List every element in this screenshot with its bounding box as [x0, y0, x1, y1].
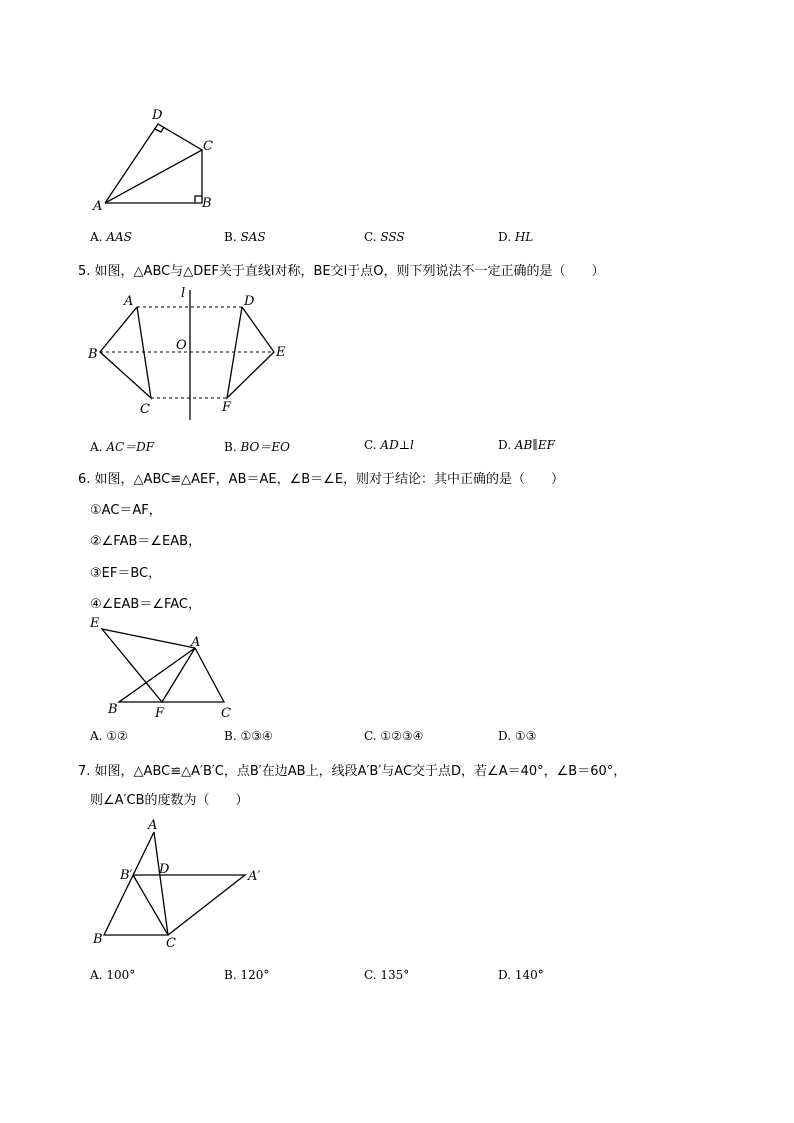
question-number: 6. [78, 472, 91, 487]
question-text: 如图，△ABC≌△A′B′C，点B′在边AB上，线段A′B′与AC交于点D，若∠A＝40°，∠B＝60°， [94, 764, 627, 779]
option-text: 140° [514, 968, 544, 982]
q4-option-c[interactable] [364, 230, 405, 244]
q7-label-A-prime: A′ [248, 869, 261, 884]
option-text: BO＝EO [240, 440, 290, 454]
q7-triangle-A'B'C [133, 875, 245, 935]
option-text: ①②③④ [380, 729, 424, 743]
q6-conclusion-3: ③EF＝BC， [90, 566, 162, 581]
option-text: SSS [380, 230, 405, 244]
option-text: HL [514, 230, 534, 244]
q7-option-b[interactable] [224, 968, 269, 982]
option-text: AAS [106, 230, 132, 244]
q4-label-D: D [152, 108, 163, 123]
q6-conclusion-4: ④∠EAB＝∠FAC， [90, 597, 202, 612]
q7-option-d[interactable] [498, 968, 544, 982]
q5-label-E: E [276, 345, 286, 360]
option-letter: B. [224, 230, 237, 244]
q4-right-angle-B [195, 196, 202, 203]
q4-right-angle-D [155, 127, 164, 132]
q6-option-c[interactable] [364, 729, 423, 743]
q5-figure [0, 280, 794, 430]
option-text: ①② [106, 729, 128, 743]
q6-triangle-AEF [102, 629, 195, 702]
option-text: 100° [106, 968, 136, 982]
option-text: ①③④ [240, 729, 273, 743]
q7-label-A: A [148, 818, 158, 833]
q5-label-A: A [124, 294, 134, 309]
q4-figure [0, 0, 794, 230]
q5-stem [78, 260, 605, 279]
option-letter: A. [90, 230, 103, 244]
q6-conclusion-1: ①AC＝AF， [90, 503, 162, 518]
option-text: ①③ [514, 729, 537, 743]
option-letter: A. [90, 440, 103, 454]
q4-label-C: C [203, 139, 213, 154]
q6-option-b[interactable] [224, 729, 273, 743]
q6-label-E: E [90, 616, 100, 631]
q5-option-a[interactable] [90, 438, 154, 455]
q5-option-b[interactable] [224, 438, 290, 455]
q6-option-d[interactable] [498, 729, 536, 743]
q4-option-a[interactable] [90, 230, 132, 244]
q6-label-B: B [108, 702, 118, 717]
q5-label-F: F [222, 400, 232, 415]
q6-stem [78, 468, 564, 487]
q6-figure [0, 610, 794, 730]
q5-label-C: C [140, 402, 150, 417]
option-text: AB∥EF [514, 438, 555, 452]
q5-option-c[interactable] [364, 438, 414, 452]
q4-label-A: A [93, 199, 103, 214]
option-letter: D. [498, 968, 512, 982]
q4-option-d[interactable] [498, 230, 533, 244]
option-text: 135° [380, 968, 410, 982]
q5-option-d[interactable] [498, 438, 555, 452]
q4-triangle-ADC [105, 124, 202, 203]
q6-triangle-ABC [119, 648, 224, 702]
option-letter: C. [364, 230, 377, 244]
q6-conclusion-2: ②∠FAB＝∠EAB， [90, 534, 202, 549]
q4-option-b[interactable] [224, 230, 266, 244]
q5-label-l: l [181, 286, 186, 301]
q7-figure [0, 815, 794, 955]
option-text: SAS [240, 230, 266, 244]
q6-label-F: F [155, 706, 165, 721]
option-letter: D. [498, 729, 512, 743]
question-text: 如图，△ABC与△DEF关于直线l对称，BE交l于点O，则下列说法不一定正确的是（ ） [94, 264, 605, 279]
q7-option-a[interactable] [90, 968, 135, 982]
q7-stem-line2: 则∠A′CB的度数为（ ） [90, 793, 249, 808]
option-letter: D. [498, 230, 512, 244]
option-text: AC＝DF [106, 440, 155, 454]
q7-label-C: C [166, 936, 176, 951]
option-text: 120° [240, 968, 270, 982]
q7-label-B-prime: B′ [120, 868, 133, 883]
q6-option-a[interactable] [90, 729, 128, 743]
option-letter: B. [224, 440, 237, 454]
q7-stem-line1 [78, 760, 626, 779]
option-letter: A. [90, 729, 103, 743]
q5-label-B: B [88, 347, 98, 362]
q7-option-c[interactable] [364, 968, 409, 982]
q4-label-B: B [202, 196, 212, 211]
q6-label-C: C [221, 706, 231, 721]
question-number: 7. [78, 764, 91, 779]
option-letter: C. [364, 729, 377, 743]
option-letter: B. [224, 968, 237, 982]
q6-label-A: A [191, 635, 201, 650]
q7-label-D: D [159, 862, 170, 877]
option-text: AD⊥l [380, 438, 414, 452]
q7-label-B: B [93, 932, 103, 947]
option-letter: D. [498, 438, 512, 452]
q5-label-D: D [244, 294, 255, 309]
q5-label-O: O [176, 338, 187, 353]
option-letter: A. [90, 968, 103, 982]
option-letter: C. [364, 438, 377, 452]
option-letter: B. [224, 729, 237, 743]
option-letter: C. [364, 968, 377, 982]
question-text: 如图，△ABC≌△AEF，AB＝AE，∠B＝∠E，则对于结论：其中正确的是（ ） [94, 472, 565, 487]
question-number: 5. [78, 264, 91, 279]
